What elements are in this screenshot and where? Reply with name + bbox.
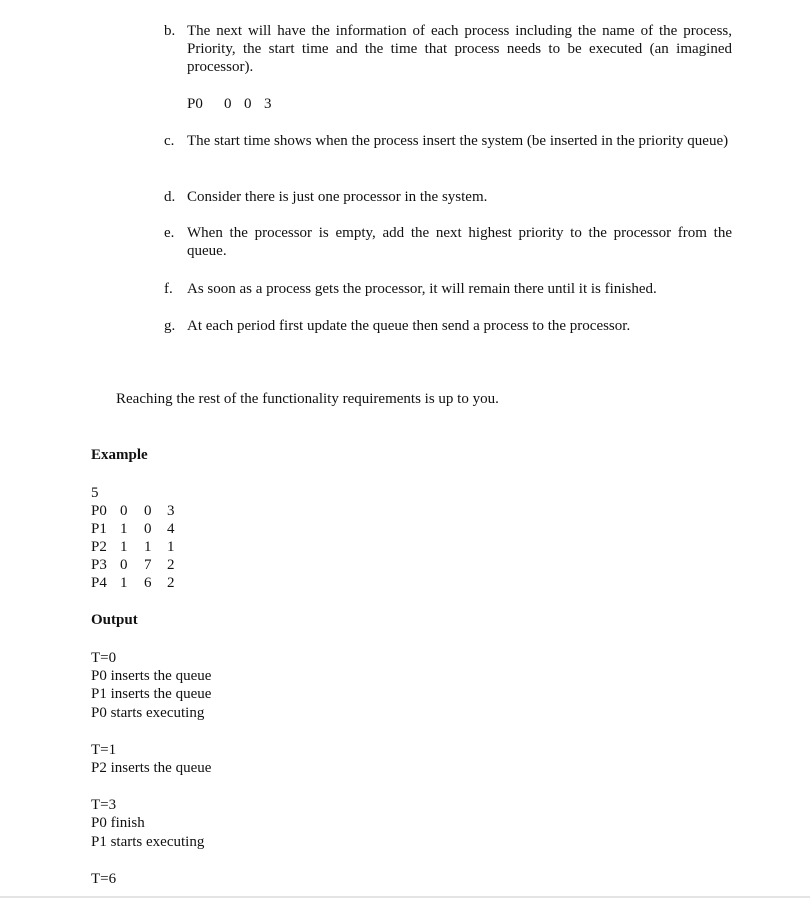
list-marker-c: c. — [164, 133, 175, 149]
row-duration: 2 — [167, 557, 175, 573]
list-marker-d: d. — [164, 189, 176, 205]
list-marker-e: e. — [164, 225, 175, 241]
row-name: P4 — [91, 575, 107, 591]
list-item-c-text: The start time shows when the process insert the system (be inserted in the priority queue) — [187, 133, 729, 149]
page-bottom-edge — [0, 896, 810, 898]
row-start: 7 — [144, 557, 152, 573]
list-item-g-text: At each period first update the queue then send a process to the processor. — [187, 318, 631, 334]
row-priority: 1 — [120, 521, 128, 537]
row-start: 6 — [144, 575, 152, 591]
output-time: T=3 — [91, 797, 117, 813]
list-item-d-text: Consider there is just one processor in the system. — [187, 189, 488, 205]
output-time: T=6 — [91, 871, 117, 887]
row-name: P1 — [91, 521, 107, 537]
list-marker-g: g. — [164, 318, 176, 334]
list-item-b-text: The next will have the information of each process including the name of the process, Priority, the start time and the time that process needs to be executed (an imagined processor). — [187, 23, 732, 75]
sample-priority: 0 — [224, 96, 232, 112]
list-item-e-text: When the processor is empty, add the next highest priority to the processor from the queue. — [187, 225, 732, 259]
output-line: P1 inserts the queue — [91, 686, 212, 702]
list-marker-b: b. — [164, 23, 176, 39]
output-heading: Output — [91, 612, 138, 628]
sample-duration: 3 — [264, 96, 272, 112]
list-item-f-text: As soon as a process gets the processor, it will remain there until it is finished. — [187, 281, 657, 297]
row-priority: 0 — [120, 557, 128, 573]
output-line: P2 inserts the queue — [91, 760, 212, 776]
example-heading: Example — [91, 447, 148, 463]
row-start: 1 — [144, 539, 152, 555]
row-priority: 0 — [120, 503, 128, 519]
output-time: T=0 — [91, 650, 117, 666]
output-line: P0 finish — [91, 815, 145, 831]
row-priority: 1 — [120, 539, 128, 555]
row-name: P2 — [91, 539, 107, 555]
row-start: 0 — [144, 521, 152, 537]
closing-paragraph: Reaching the rest of the functionality requirements is up to you. — [116, 391, 499, 407]
row-duration: 1 — [167, 539, 175, 555]
sample-start: 0 — [244, 96, 252, 112]
list-marker-f: f. — [164, 281, 173, 297]
output-line: P0 starts executing — [91, 705, 205, 721]
output-time: T=1 — [91, 742, 117, 758]
output-line: P0 inserts the queue — [91, 668, 212, 684]
output-line: P1 starts executing — [91, 834, 205, 850]
example-process-count: 5 — [91, 485, 99, 501]
row-duration: 4 — [167, 521, 175, 537]
row-name: P3 — [91, 557, 107, 573]
row-duration: 2 — [167, 575, 175, 591]
row-duration: 3 — [167, 503, 175, 519]
row-start: 0 — [144, 503, 152, 519]
row-name: P0 — [91, 503, 107, 519]
row-priority: 1 — [120, 575, 128, 591]
sample-name: P0 — [187, 96, 203, 112]
